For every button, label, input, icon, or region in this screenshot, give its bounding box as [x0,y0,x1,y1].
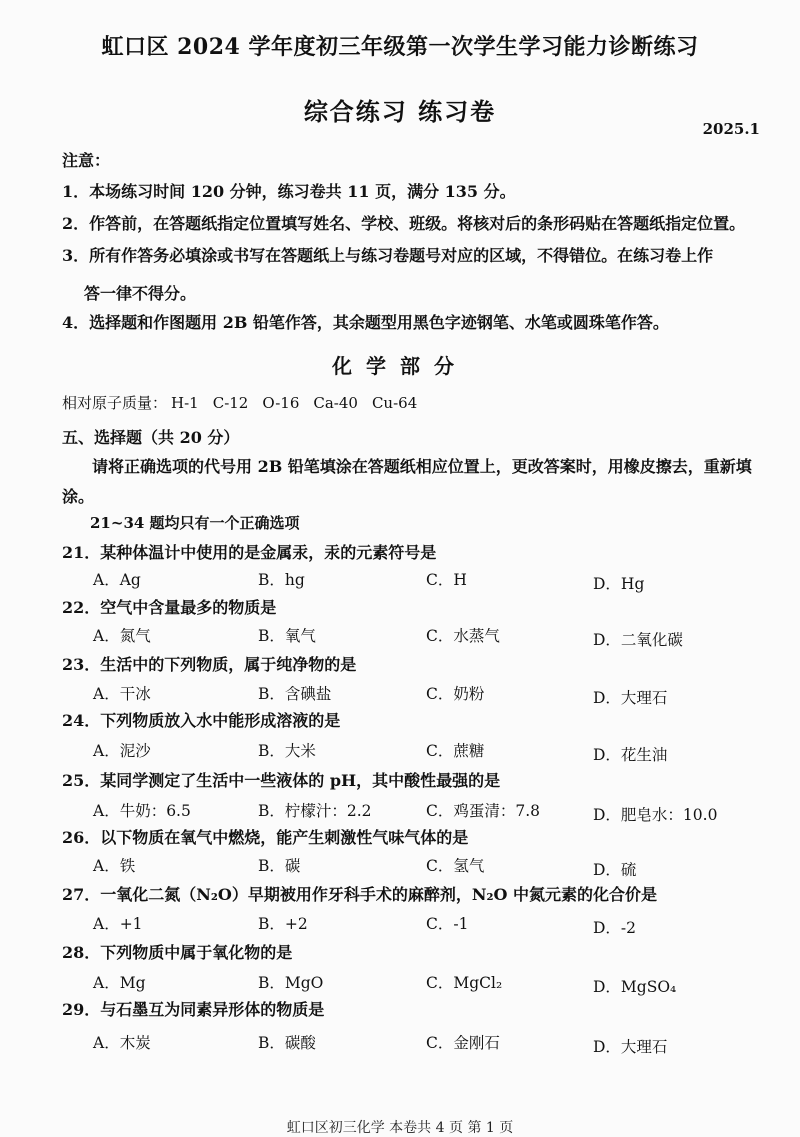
exam-title: 虹口区 2024 学年度初三年级第一次学生学习能力诊断练习 [101,34,699,60]
notice-line: 1．本场练习时间 120 分钟，练习卷共 11 页，满分 135 分。 [62,182,516,201]
option-c: C．奶粉 [426,685,485,703]
option-a: A．木炭 [93,1034,151,1052]
notice-line: 2．作答前，在答题纸指定位置填写姓名、学校、班级。将核对后的条形码贴在答题纸指定位置。 [62,214,746,233]
atomic-label: 相对原子质量： [62,394,168,412]
notice-line: 3．所有作答务必填涂或书写在答题纸上与练习卷题号对应的区域，不得错位。在练习卷上作 [62,246,714,265]
atomic-mass: O-16 [262,394,300,412]
option-a: A．铁 [93,857,136,875]
option-d: D．大理石 [593,1038,668,1056]
option-b: B．hg [258,571,305,589]
atomic-masses [62,392,431,413]
option-d: D．大理石 [593,689,668,707]
notice-item [62,210,762,238]
option-d: D．-2 [593,919,637,937]
question-stem: 28．下列物质中属于氧化物的是 [62,943,293,962]
option-b: B．碳 [258,857,301,875]
option-c: C．H [426,571,467,589]
question-stem: 24．下列物质放入水中能形成溶液的是 [62,711,341,730]
option-c: C．水蒸气 [426,627,500,645]
question-stem: 26．以下物质在氧气中燃烧，能产生刺激性气味气体的是 [62,828,469,847]
option-d: D．硫 [593,861,637,879]
option-b: B．氧气 [258,627,316,645]
notice-item [62,242,762,308]
option-a: A．Mg [93,974,146,992]
atomic-mass: Ca-40 [313,394,358,412]
part-instruction: 请将正确选项的代号用 2B 铅笔填涂在答题纸相应位置上，更改答案时，用橡皮擦去，重新填涂。 [62,457,752,506]
option-c: C．氢气 [426,857,485,875]
option-b: B．MgO [258,974,324,992]
option-a: A．Ag [93,571,141,589]
option-b: B．柠檬汁：2.2 [258,802,372,820]
question-stem: 21．某种体温计中使用的是金属汞，汞的元素符号是 [62,543,437,562]
option-d: D．二氧化碳 [593,631,683,649]
exam-date: 2025.1 [702,120,760,138]
part-title: 五、选择题（共 20 分） [62,428,240,447]
section-title: 化学部分 [332,354,468,378]
option-a: A．泥沙 [93,742,151,760]
question-stem: 29．与石墨互为同素异形体的物质是 [62,1000,325,1019]
option-b: B．+2 [258,915,308,933]
notice-line-continued: 答一律不得分。 [84,284,197,303]
option-d: D．MgSO₄ [593,978,677,996]
option-a: A．+1 [93,915,143,933]
option-b: B．大米 [258,742,316,760]
option-c: C．-1 [426,915,469,933]
option-c: C．金刚石 [426,1034,500,1052]
option-b: B．碳酸 [258,1034,316,1052]
notice-heading: 注意： [62,151,111,170]
option-a: A．牛奶：6.5 [93,802,191,820]
notice-line: 4．选择题和作图题用 2B 铅笔作答，其余题型用黑色字迹钢笔、水笔或圆珠笔作答。 [62,313,669,332]
option-d: D．Hg [593,575,645,593]
option-c: C．鸡蛋清：7.8 [426,802,541,820]
atomic-mass: Cu-64 [371,394,418,412]
part-subnote: 21~34 题均只有一个正确选项 [90,514,300,532]
option-a: A．氮气 [93,627,151,645]
page-footer: 虹口区初三化学 本卷共 4 页 第 1 页 [286,1120,514,1136]
notice-item [62,309,762,337]
option-d: D．花生油 [593,746,668,764]
notice-item [62,178,762,206]
question-stem: 27．一氧化二氮（N₂O）早期被用作牙科手术的麻醉剂，N₂O 中氮元素的化合价是 [62,885,657,904]
option-c: C．MgCl₂ [426,974,503,992]
atomic-mass: H-1 [171,394,199,412]
option-b: B．含碘盐 [258,685,332,703]
question-stem: 25．某同学测定了生活中一些液体的 pH，其中酸性最强的是 [62,771,501,790]
question-stem: 23．生活中的下列物质，属于纯净物的是 [62,655,357,674]
option-c: C．蔗糖 [426,742,485,760]
option-a: A．干冰 [93,685,151,703]
option-d: D．肥皂水：10.0 [593,806,718,824]
atomic-mass: C-12 [212,394,249,412]
exam-subtitle: 综合练习 练习卷 [303,97,497,126]
question-stem: 22．空气中含量最多的物质是 [62,598,277,617]
